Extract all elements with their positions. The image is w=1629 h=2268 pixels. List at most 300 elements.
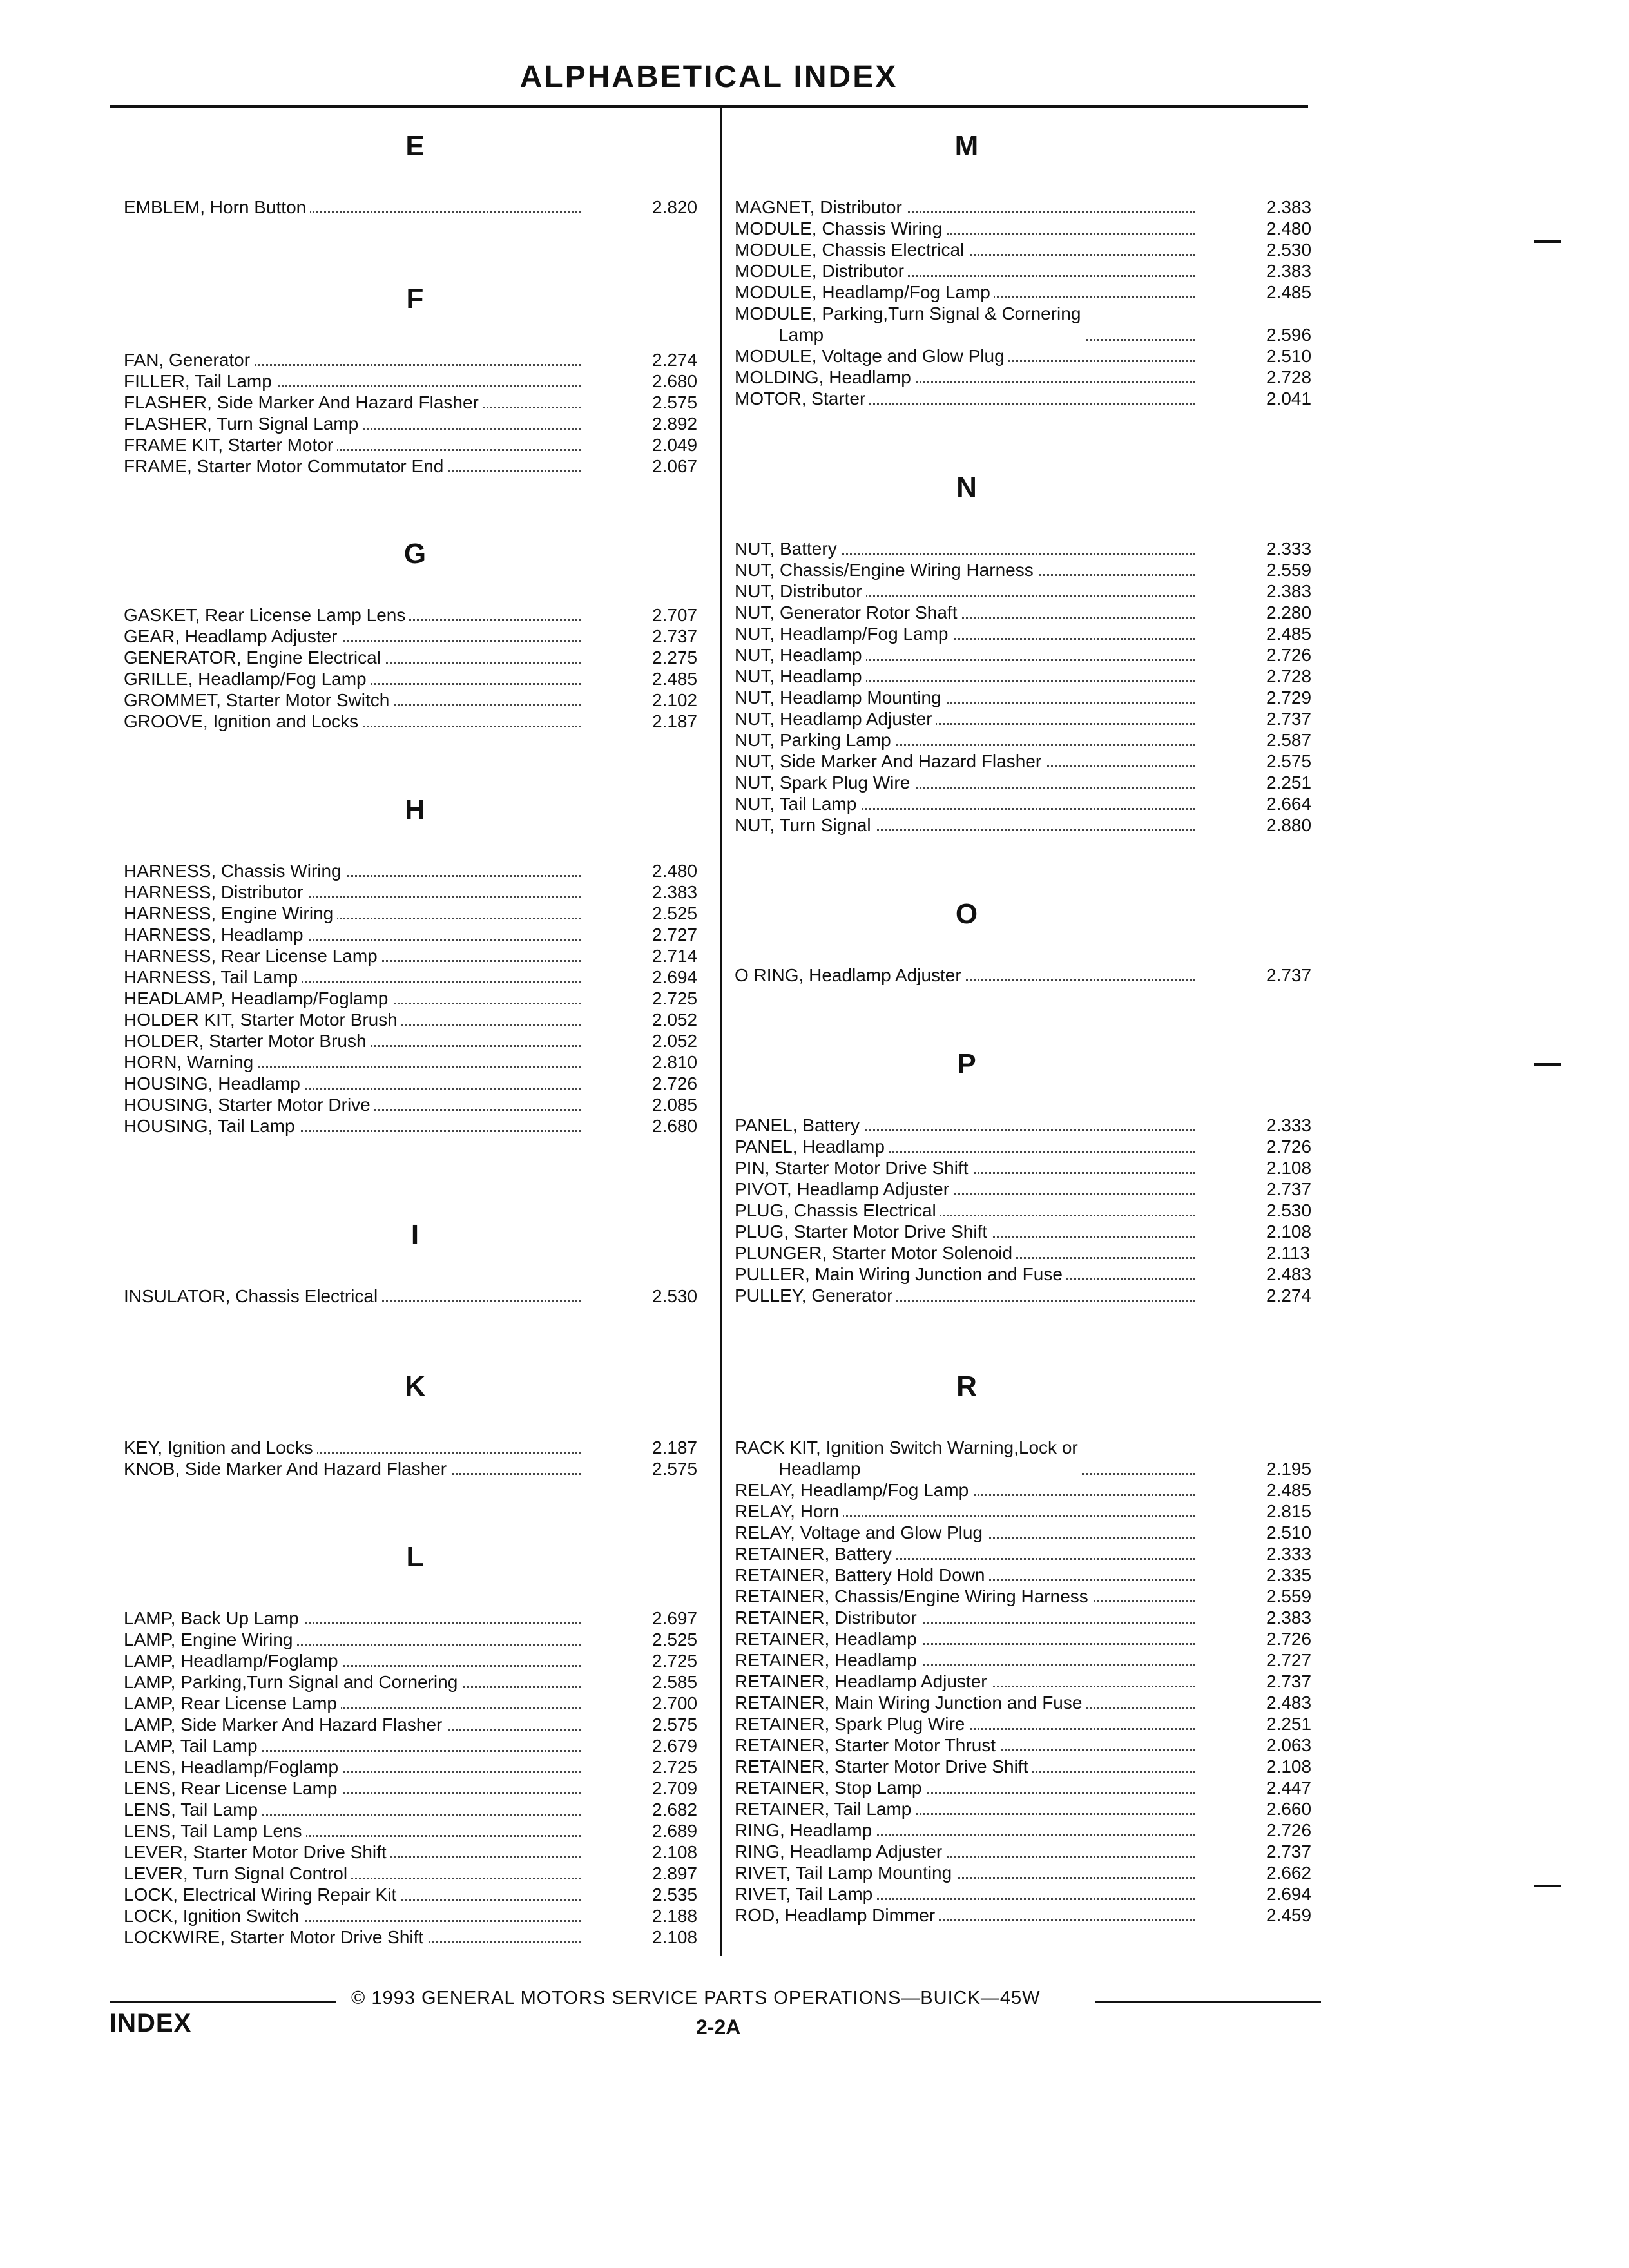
index-entry [735, 197, 1315, 218]
index-section [124, 280, 707, 477]
entry-label: RETAINER, Headlamp Adjuster [735, 1671, 991, 1692]
index-entry [735, 1221, 1315, 1242]
index-entry [124, 1799, 707, 1820]
entry-page-ref: 2.383 [652, 882, 698, 902]
entry-page-ref: 2.530 [1266, 240, 1312, 260]
entry-label: MODULE, Headlamp/Fog Lamp [735, 282, 994, 303]
index-section [124, 791, 707, 1137]
index-entry [735, 1777, 1315, 1798]
copyright-notice: © 1993 GENERAL MOTORS SERVICE PARTS OPERATIONS—BUICK—45W [351, 1988, 1041, 2008]
entry-page-ref: 2.067 [652, 456, 698, 476]
index-entry [735, 581, 1315, 602]
entry-label: GROMMET, Starter Motor Switch [124, 689, 393, 711]
entry-page-ref: 2.575 [652, 1459, 698, 1479]
index-entry [735, 1586, 1315, 1607]
entry-label: MODULE, Distributor [735, 260, 908, 282]
index-entry [735, 1862, 1315, 1883]
entry-label: RETAINER, Headlamp [735, 1628, 921, 1649]
section-letter: F [406, 283, 424, 314]
entry-label: LEVER, Starter Motor Drive Shift [124, 1841, 390, 1863]
section-letter: M [954, 130, 979, 162]
index-entry [124, 1756, 707, 1778]
index-entry [124, 647, 707, 668]
entry-label: NUT, Tail Lamp [735, 793, 860, 814]
entry-list [124, 197, 707, 218]
entry-label: EMBLEM, Horn Button [124, 197, 310, 218]
entry-label: LENS, Tail Lamp [124, 1799, 262, 1820]
entry-page-ref: 2.187 [652, 1437, 698, 1457]
entry-label: LOCK, Ignition Switch [124, 1905, 303, 1927]
index-entry [735, 1479, 1315, 1501]
section-letter: N [956, 472, 977, 503]
entry-page-ref: 2.483 [1266, 1693, 1312, 1713]
entry-page-ref: 2.892 [652, 414, 698, 434]
entry-label: NUT, Headlamp [735, 644, 866, 666]
entry-page-ref: 2.485 [652, 669, 698, 689]
index-entry [124, 604, 707, 626]
index-entry [735, 1883, 1315, 1905]
index-entry [124, 1735, 707, 1756]
entry-label: HOUSING, Headlamp [124, 1073, 304, 1094]
index-entry [735, 729, 1315, 751]
entry-label: HOLDER, Starter Motor Brush [124, 1030, 371, 1052]
index-entry [735, 345, 1315, 367]
entry-label-line: MODULE, Parking,Turn Signal & Cornering [735, 303, 1081, 323]
index-entry [735, 303, 1315, 345]
index-section [124, 535, 707, 732]
entry-page-ref: 2.085 [652, 1095, 698, 1115]
index-entry [735, 1564, 1315, 1586]
entry-page-ref: 2.535 [652, 1885, 698, 1905]
section-letter: H [405, 794, 425, 825]
index-entry [124, 349, 707, 370]
entry-label: NUT, Headlamp Mounting [735, 687, 945, 708]
entry-label: RIVET, Tail Lamp Mounting [735, 1862, 956, 1883]
entry-label: NUT, Battery [735, 538, 841, 559]
index-entry [124, 860, 707, 881]
index-entry [735, 1522, 1315, 1543]
entry-page-ref: 2.726 [1266, 1137, 1312, 1157]
entry-page-ref: 2.052 [652, 1010, 698, 1030]
entry-label: HOUSING, Starter Motor Drive [124, 1094, 374, 1115]
entry-page-ref: 2.689 [652, 1821, 698, 1841]
entry-page-ref: 2.483 [1266, 1264, 1312, 1284]
index-entry [124, 1778, 707, 1799]
page-number: 2-2A [696, 2015, 741, 2039]
entry-page-ref: 2.728 [1266, 666, 1312, 686]
entry-page-ref: 2.737 [1266, 1671, 1312, 1691]
entry-page-ref: 2.052 [652, 1031, 698, 1051]
index-entry [735, 1756, 1315, 1777]
section-letter: E [405, 130, 425, 162]
entry-label: NUT, Headlamp [735, 666, 866, 687]
section-letter: I [410, 1219, 419, 1251]
entry-page-ref: 2.810 [652, 1052, 698, 1072]
footer-rule-left [110, 2001, 336, 2003]
entry-list [124, 1608, 707, 1948]
margin-mark [1534, 1885, 1561, 1887]
entry-label: PULLER, Main Wiring Junction and Fuse [735, 1264, 1066, 1285]
entry-page-ref: 2.530 [652, 1286, 698, 1306]
entry-page-ref: 2.525 [652, 903, 698, 923]
entry-page-ref: 2.333 [1266, 539, 1312, 559]
index-entry [124, 1905, 707, 1927]
entry-label: LAMP, Back Up Lamp [124, 1608, 303, 1629]
entry-label: LAMP, Side Marker And Hazard Flasher [124, 1714, 446, 1735]
entry-label: NUT, Headlamp Adjuster [735, 708, 936, 729]
index-entry [124, 370, 707, 392]
section-letter: L [406, 1541, 424, 1573]
index-entry [735, 538, 1315, 559]
entry-label: PULLEY, Generator [735, 1285, 896, 1306]
entry-list [735, 538, 1315, 836]
entry-label: RETAINER, Spark Plug Wire [735, 1713, 969, 1735]
index-entry [735, 282, 1315, 303]
index-entry [735, 1178, 1315, 1200]
index-entry [735, 1820, 1315, 1841]
index-entry [735, 260, 1315, 282]
index-entry [124, 1884, 707, 1905]
entry-page-ref: 2.679 [652, 1736, 698, 1756]
entry-label: MODULE, Chassis Wiring [735, 218, 946, 239]
index-entry [124, 1458, 707, 1479]
entry-label: HARNESS, Distributor [124, 881, 307, 903]
entry-page-ref: 2.333 [1266, 1115, 1312, 1135]
index-entry [124, 1671, 707, 1693]
index-section [735, 1045, 1315, 1306]
entry-label-continuation: Lamp [735, 324, 824, 345]
index-entry [124, 1714, 707, 1735]
entry-list [124, 1285, 707, 1307]
index-entry [124, 1841, 707, 1863]
entry-page-ref: 2.820 [652, 197, 698, 217]
entry-label: FAN, Generator [124, 349, 254, 370]
entry-label: PANEL, Headlamp [735, 1136, 889, 1157]
entry-label: PLUG, Chassis Electrical [735, 1200, 940, 1221]
section-label: INDEX [110, 2009, 192, 2037]
index-section [124, 1367, 707, 1479]
index-entry [124, 1073, 707, 1094]
index-entry [735, 218, 1315, 239]
entry-label: LOCKWIRE, Starter Motor Drive Shift [124, 1927, 427, 1948]
index-section [124, 1538, 707, 1948]
entry-label: HARNESS, Headlamp [124, 924, 307, 945]
entry-list [735, 1437, 1315, 1926]
entry-page-ref: 2.664 [1266, 794, 1312, 814]
index-section [735, 895, 1315, 986]
index-entry [124, 626, 707, 647]
entry-page-ref: 2.195 [1266, 1459, 1312, 1479]
index-entry [735, 1628, 1315, 1649]
index-entry [124, 1285, 707, 1307]
entry-page-ref: 2.102 [652, 690, 698, 710]
entry-label: LAMP, Headlamp/Foglamp [124, 1650, 342, 1671]
index-entry [735, 814, 1315, 836]
entry-page-ref: 2.333 [1266, 1544, 1312, 1564]
index-entry [124, 197, 707, 218]
index-entry [735, 1798, 1315, 1820]
entry-page-ref: 2.682 [652, 1800, 698, 1820]
entry-label: GROOVE, Ignition and Locks [124, 711, 362, 732]
index-entry [124, 988, 707, 1009]
entry-label: FLASHER, Turn Signal Lamp [124, 413, 362, 434]
entry-label: FRAME KIT, Starter Motor [124, 434, 337, 456]
entry-page-ref: 2.251 [1266, 1714, 1312, 1734]
entry-page-ref: 2.383 [1266, 261, 1312, 281]
entry-page-ref: 2.280 [1266, 602, 1312, 622]
entry-label: PANEL, Battery [735, 1115, 863, 1136]
entry-label: RING, Headlamp [735, 1820, 876, 1841]
entry-page-ref: 2.585 [652, 1672, 698, 1692]
index-entry [124, 413, 707, 434]
entry-label: O RING, Headlamp Adjuster [735, 965, 965, 986]
index-entry [124, 1030, 707, 1052]
entry-page-ref: 2.480 [1266, 218, 1312, 238]
index-entry [735, 1115, 1315, 1136]
entry-label: GASKET, Rear License Lamp Lens [124, 604, 409, 626]
index-section [735, 1367, 1315, 1926]
index-entry [735, 1501, 1315, 1522]
section-letter: P [957, 1048, 976, 1080]
entry-page-ref: 2.727 [652, 925, 698, 945]
index-entry [124, 1863, 707, 1884]
entry-page-ref: 2.694 [652, 967, 698, 987]
entry-page-ref: 2.680 [652, 371, 698, 391]
entry-label: ROD, Headlamp Dimmer [735, 1905, 939, 1926]
entry-page-ref: 2.485 [1266, 282, 1312, 302]
entry-page-ref: 2.575 [1266, 751, 1312, 771]
index-entry [124, 711, 707, 732]
entry-page-ref: 2.714 [652, 946, 698, 966]
entry-label: FILLER, Tail Lamp [124, 370, 276, 392]
section-letter: K [405, 1370, 425, 1402]
index-entry [735, 623, 1315, 644]
entry-page-ref: 2.510 [1266, 346, 1312, 366]
index-entry [735, 687, 1315, 708]
entry-page-ref: 2.274 [1266, 1285, 1312, 1305]
entry-page-ref: 2.662 [1266, 1863, 1312, 1883]
entry-page-ref: 2.108 [652, 1927, 698, 1947]
entry-label: KNOB, Side Marker And Hazard Flasher [124, 1458, 450, 1479]
entry-page-ref: 2.694 [1266, 1884, 1312, 1904]
entry-label: LENS, Rear License Lamp [124, 1778, 342, 1799]
entry-label: LENS, Headlamp/Foglamp [124, 1756, 342, 1778]
entry-label: LOCK, Electrical Wiring Repair Kit [124, 1884, 400, 1905]
entry-page-ref: 2.485 [1266, 1480, 1312, 1500]
index-entry [735, 1713, 1315, 1735]
entry-page-ref: 2.049 [652, 435, 698, 455]
entry-label: RETAINER, Battery Hold Down [735, 1564, 989, 1586]
entry-page-ref: 2.525 [652, 1629, 698, 1649]
entry-label: NUT, Turn Signal [735, 814, 875, 836]
entry-label: RETAINER, Chassis/Engine Wiring Harness [735, 1586, 1092, 1607]
entry-page-ref: 2.459 [1266, 1905, 1312, 1925]
entry-label: HEADLAMP, Headlamp/Foglamp [124, 988, 392, 1009]
margin-mark [1534, 240, 1561, 243]
entry-page-ref: 2.113 [1266, 1243, 1310, 1263]
entry-label: MAGNET, Distributor [735, 197, 906, 218]
entry-page-ref: 2.108 [1266, 1158, 1312, 1178]
entry-page-ref: 2.815 [1266, 1501, 1312, 1521]
entry-label: NUT, Distributor [735, 581, 866, 602]
index-entry [124, 392, 707, 413]
index-entry [735, 965, 1315, 986]
entry-list [735, 197, 1315, 409]
index-entry [735, 1692, 1315, 1713]
index-entry [124, 1009, 707, 1030]
entry-page-ref: 2.575 [652, 392, 698, 412]
index-entry [735, 1437, 1315, 1479]
entry-label: PLUG, Starter Motor Drive Shift [735, 1221, 991, 1242]
entry-label: FLASHER, Side Marker And Hazard Flasher [124, 392, 483, 413]
entry-label: PIVOT, Headlamp Adjuster [735, 1178, 953, 1200]
entry-page-ref: 2.725 [652, 1651, 698, 1671]
entry-label: HARNESS, Engine Wiring [124, 903, 337, 924]
entry-page-ref: 2.587 [1266, 730, 1312, 750]
index-entry [124, 1052, 707, 1073]
index-entry [735, 1841, 1315, 1862]
entry-label: RETAINER, Starter Motor Drive Shift [735, 1756, 1032, 1777]
index-entry [124, 1115, 707, 1137]
entry-page-ref: 2.596 [1266, 325, 1312, 345]
entry-page-ref: 2.727 [1266, 1650, 1312, 1670]
index-entry [735, 1543, 1315, 1564]
entry-page-ref: 2.725 [652, 1757, 698, 1777]
entry-page-ref: 2.726 [1266, 1820, 1312, 1840]
entry-label: NUT, Spark Plug Wire [735, 772, 914, 793]
index-entry [735, 388, 1315, 409]
entry-label: RETAINER, Tail Lamp [735, 1798, 915, 1820]
entry-label: FRAME, Starter Motor Commutator End [124, 456, 447, 477]
index-entry [735, 602, 1315, 623]
index-entry [124, 1094, 707, 1115]
index-entry [735, 1264, 1315, 1285]
entry-label: NUT, Side Marker And Hazard Flasher [735, 751, 1045, 772]
index-entry [124, 1629, 707, 1650]
index-entry [124, 945, 707, 966]
entry-label: RETAINER, Headlamp [735, 1649, 921, 1671]
index-section [124, 1216, 707, 1307]
margin-mark [1534, 1063, 1561, 1066]
index-entry [124, 966, 707, 988]
entry-label: NUT, Chassis/Engine Wiring Harness [735, 559, 1037, 581]
entry-label: HARNESS, Rear License Lamp [124, 945, 381, 966]
entry-page-ref: 2.728 [1266, 367, 1312, 387]
section-letter: R [956, 1370, 977, 1402]
entry-page-ref: 2.108 [1266, 1222, 1312, 1242]
entry-label: MODULE, Voltage and Glow Plug [735, 345, 1008, 367]
entry-page-ref: 2.063 [1266, 1735, 1312, 1755]
entry-label: RIVET, Tail Lamp [735, 1883, 876, 1905]
entry-page-ref: 2.707 [652, 605, 698, 625]
index-entry [735, 793, 1315, 814]
entry-page-ref: 2.660 [1266, 1799, 1312, 1819]
entry-label: RING, Headlamp Adjuster [735, 1841, 946, 1862]
entry-page-ref: 2.737 [1266, 1841, 1312, 1861]
entry-label: HOUSING, Tail Lamp [124, 1115, 299, 1137]
entry-page-ref: 2.575 [652, 1715, 698, 1735]
entry-page-ref: 2.897 [652, 1863, 698, 1883]
entry-label: RELAY, Voltage and Glow Plug [735, 1522, 987, 1543]
index-entry [735, 1671, 1315, 1692]
entry-page-ref: 2.530 [1266, 1200, 1312, 1220]
entry-page-ref: 2.729 [1266, 687, 1312, 707]
entry-label: RETAINER, Stop Lamp [735, 1777, 925, 1798]
index-section [735, 127, 1315, 409]
entry-page-ref: 2.251 [1266, 773, 1312, 793]
index-entry [735, 1285, 1315, 1306]
entry-page-ref: 2.510 [1266, 1523, 1312, 1542]
entry-label: HORN, Warning [124, 1052, 257, 1073]
index-entry [735, 1157, 1315, 1178]
index-entry [735, 708, 1315, 729]
entry-page-ref: 2.725 [652, 988, 698, 1008]
index-entry [735, 1649, 1315, 1671]
entry-page-ref: 2.108 [1266, 1756, 1312, 1776]
entry-page-ref: 2.737 [1266, 709, 1312, 729]
index-entry [124, 668, 707, 689]
entry-label: MOTOR, Starter [735, 388, 869, 409]
index-entry [124, 456, 707, 477]
entry-label: MOLDING, Headlamp [735, 367, 915, 388]
entry-page-ref: 2.559 [1266, 1586, 1312, 1606]
index-entry [124, 1927, 707, 1948]
index-entry [124, 1820, 707, 1841]
index-entry [735, 751, 1315, 772]
index-entry [735, 1136, 1315, 1157]
entry-page-ref: 2.485 [1266, 624, 1312, 644]
section-letter: O [955, 898, 978, 930]
entry-list [124, 604, 707, 732]
index-entry [124, 434, 707, 456]
entry-page-ref: 2.680 [652, 1116, 698, 1136]
entry-label: RETAINER, Main Wiring Junction and Fuse [735, 1692, 1086, 1713]
entry-label: GENERATOR, Engine Electrical [124, 647, 385, 668]
entry-page-ref: 2.880 [1266, 815, 1312, 835]
entry-page-ref: 2.335 [1266, 1565, 1312, 1585]
entry-label: PLUNGER, Starter Motor Solenoid [735, 1242, 1016, 1264]
entry-label: LENS, Tail Lamp Lens [124, 1820, 306, 1841]
entry-label: INSULATOR, Chassis Electrical [124, 1285, 381, 1307]
index-entry [124, 1650, 707, 1671]
entry-label: NUT, Generator Rotor Shaft [735, 602, 961, 623]
entry-label: RELAY, Headlamp/Fog Lamp [735, 1479, 972, 1501]
entry-label: LAMP, Parking,Turn Signal and Cornering [124, 1671, 461, 1693]
index-entry [735, 1242, 1315, 1264]
index-entry [735, 772, 1315, 793]
index-entry [124, 1608, 707, 1629]
section-letter: G [403, 538, 427, 570]
entry-label: LAMP, Tail Lamp [124, 1735, 262, 1756]
entry-label [735, 303, 1084, 345]
entry-page-ref: 2.726 [1266, 1629, 1312, 1649]
index-entry [735, 1905, 1315, 1926]
entry-page-ref: 2.383 [1266, 1608, 1312, 1628]
entry-label-continuation: Headlamp [735, 1458, 861, 1479]
entry-page-ref: 2.726 [1266, 645, 1312, 665]
entry-label: LEVER, Turn Signal Control [124, 1863, 351, 1884]
index-entry [124, 1437, 707, 1458]
entry-label: RETAINER, Starter Motor Thrust [735, 1735, 999, 1756]
index-entry [735, 644, 1315, 666]
index-section [124, 127, 707, 218]
entry-list [735, 965, 1315, 986]
entry-label [735, 1437, 1082, 1479]
entry-label: PIN, Starter Motor Drive Shift [735, 1157, 972, 1178]
entry-label: NUT, Headlamp/Fog Lamp [735, 623, 952, 644]
entry-page-ref: 2.108 [652, 1842, 698, 1862]
entry-label-line: RACK KIT, Ignition Switch Warning,Lock or [735, 1437, 1078, 1457]
